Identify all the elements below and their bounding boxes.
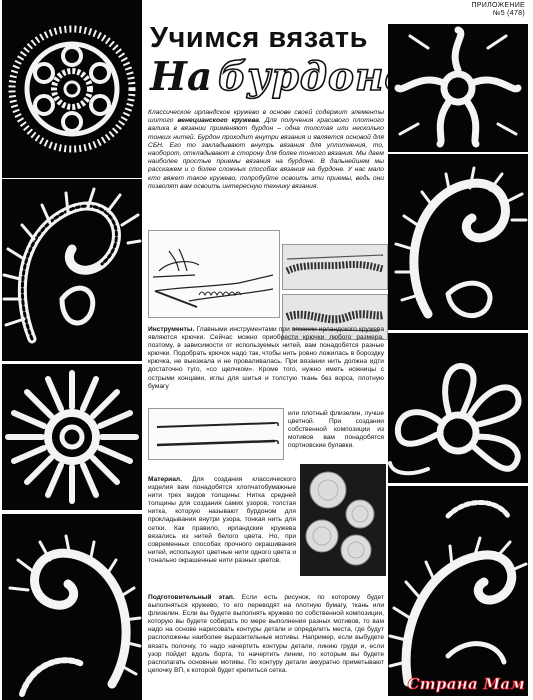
- thread-spools-photo: [300, 464, 386, 576]
- supplement-label: ПРИЛОЖЕНИЕ: [471, 2, 525, 9]
- page-title-line2: [150, 54, 411, 100]
- material-text: Для создания классического изделия вам понадобятся хлопчатобумажные нити трех видов толщины: Нитка средней толщины для создания самих узоров, толстая нитка, которую называют бурдоном для прокладывания внутри узора, тонкая нить для сетки. Как правило, ирландские кружева вязались из нитей белого цвета. Но, при современных способах прочного окрашивания нитей, используют цветные нити одного цвета и тонально окрашенные нити разных цветов.: [148, 476, 296, 564]
- title-word: бурдоне: [218, 54, 411, 100]
- lace-photo-fan: [388, 333, 528, 483]
- hooks-illustration: [148, 408, 284, 460]
- page-title-line1: Учимся вязать: [150, 22, 368, 54]
- tools-paragraph: [148, 326, 384, 391]
- tools-text: Главными инструментами при вязании ирландского кружева являются крючки. Сейчас можно приобрести крючки любого размера, поэтому, в зависимости от используемых нитей, вам понадобятся разные крючки. Подобрать крючок надо так, чтобы нить ровно ложилась в бороздку крючка, не выезжала и не проваливалась. При вязании нить должна идти достаточно туго, «со щелчком». Кроме того, нужно иметь ножницы с острыми концами, иглы для шитья и толстую ткань без ворса, плотную бумагу: [148, 326, 384, 390]
- lace-photo-flower: [2, 364, 142, 510]
- lace-photo-paisley: [388, 154, 528, 330]
- crochet-hook-illustration: [148, 230, 280, 318]
- issue-number: №5 (478): [492, 10, 525, 17]
- lace-photo-rose: [388, 24, 528, 152]
- lace-photo-curl: [2, 514, 142, 700]
- intro-text-c: . Для получения красивого плотного валика в вязании применяют бурдон – одна толстая или несколько тонких нитей. Бурдон проходит внутри вязания и является основой для СБН. Его то закладывают внутрь вязания для уплотнения, то, наоборот, откладывают в сторону для более тонкого вязания. Мы даем наиболее простые приемы вязания на бурдоне. В дальнейшем мы расскажем и о более сложных способах вязания на бурдоне. У нас мало кто вяжет такое кружево, попробуйте освоить эти приемы, ведь они позволят вам освоить интересную технику вязания.: [148, 117, 384, 190]
- intro-text-bold: венецианского кружева: [177, 117, 259, 125]
- lace-photo-spiral-leaf: [2, 179, 142, 361]
- lace-photo-swirl: [388, 486, 528, 696]
- prep-text: Если есть рисунок, по которому будет выполняться кружево, то его переводят на плотную бумагу, ткань или флизелин. Если вы будете выполнять кружево по собственной композиции, которую вы будете собирать по мере выполнения разных мотивов, то вам надо на основе нарисовать контуры детали и определить места, где будут расположены наиболее выразительные мотивы. Например, если выбудете вязать полочку, то надо начертить контуры детали, линию груди и, если узор пойдет вдоль борта, то начертить линии, по которым вы будете располагать основные мотивы. По контуру детали аккуратно приметывают цепочку ВП, к которой будет крепиться сетка.: [148, 594, 384, 674]
- material-heading: Материал.: [148, 476, 182, 483]
- title-prefix: На: [150, 54, 213, 100]
- intro-paragraph: [148, 109, 384, 191]
- lace-photo-rosette: [2, 0, 142, 178]
- tools-side-paragraph: или плотный флизелин, лучше цветной. При создании собственной композиции из мотивов вам понадобятся портновские булавки.: [288, 410, 384, 450]
- prep-paragraph: [148, 594, 384, 675]
- tools-heading: Инструменты.: [148, 326, 195, 333]
- bourdon-sample-top: [282, 244, 388, 290]
- prep-heading: Подготовительный этап.: [148, 594, 235, 601]
- material-paragraph: [148, 476, 296, 565]
- intro-text-a: Классическое ирландское кружево в основе своей содержит элементы шитого: [148, 109, 384, 125]
- site-watermark: Страна Мам: [407, 675, 525, 693]
- issue-label: [471, 2, 525, 18]
